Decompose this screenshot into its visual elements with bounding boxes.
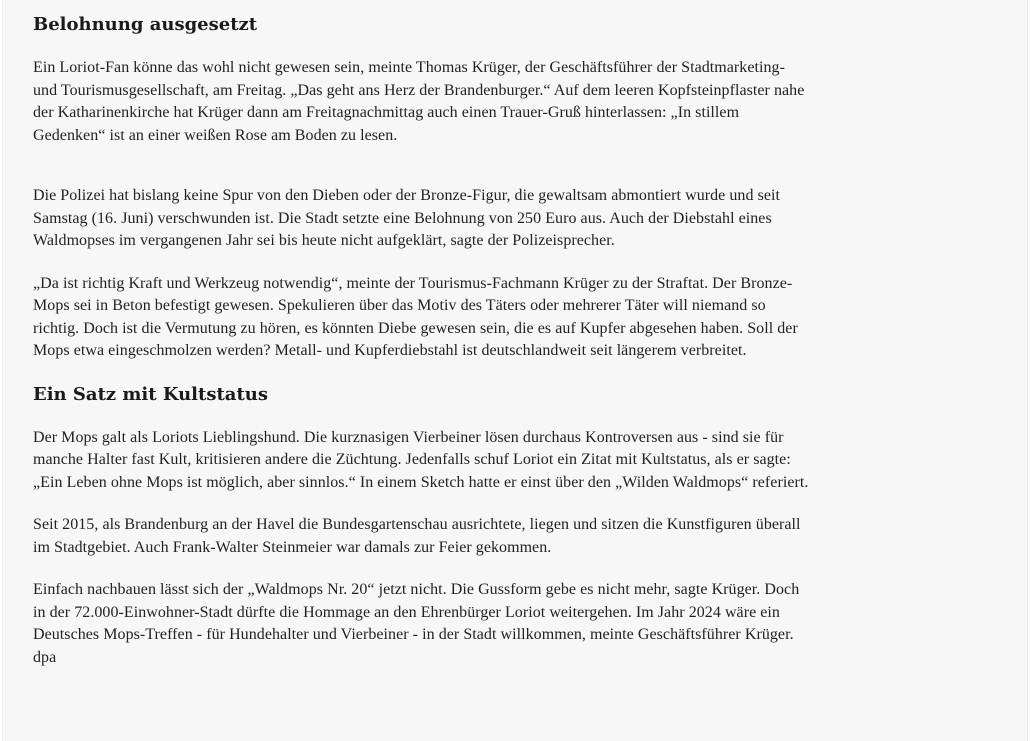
section-heading-cult-status: Ein Satz mit Kultstatus	[33, 383, 268, 405]
article-paragraph: Einfach nachbauen lässt sich der „Waldmops Nr. 20“ jetzt nicht. Die Gussform gebe es nicht mehr, sagte Krüger. Doch in der 72.000-Einwohner-Stadt dürfte die Hommage an den Ehrenbürger Loriot weitergehen. Im Jahr 2024 wäre ein Deutsches Mops-Treffen - für Hundehalter und Vierbeiner - in der Stadt willkommen, meinte Geschäftsführer Krüger. dpa	[33, 581, 800, 666]
article-paragraph: Seit 2015, als Brandenburg an der Havel die Bundesgartenschau ausrichtete, liegen und sitzen die Kunstfiguren überall im Stadtgebiet. Auch Frank-Walter Steinmeier war damals zur Feier gekommen.	[33, 516, 801, 556]
article-paragraph: Die Polizei hat bislang keine Spur von den Dieben oder der Bronze-Figur, die gewaltsam abmontiert wurde und seit Samstag (16. Juni) verschwunden ist. Die Stadt setzte eine Belohnung von 250 Euro aus. Auch der Diebstahl eines Waldmopses im vergangenen Jahr sei bis heute nicht aufgeklärt, sagte der Polizeisprecher.	[33, 187, 780, 249]
article-paragraph: „Da ist richtig Kraft und Werkzeug notwendig“, meinte der Tourismus-Fachmann Krüger zu der Straftat. Der Bronze-Mops sei in Beton befestigt gewesen. Spekulieren über das Motiv des Täters oder mehrerer Täter will niemand so richtig. Doch ist die Vermutung zu hören, es könnten Diebe gewesen sein, die es auf Kupfer abgesehen haben. Soll der Mops etwa eingeschmolzen werden? Metall- und Kupferdiebstahl ist deutschlandweit seit längerem verbreitet.	[33, 274, 798, 359]
section-heading-reward: Belohnung ausgesetzt	[33, 14, 258, 35]
article-page	[2, 0, 1028, 741]
article-paragraph: Ein Loriot-Fan könne das wohl nicht gewesen sein, meinte Thomas Krüger, der Geschäftsführer der Stadtmarketing- und Tourismusgesellschaft, am Freitag. „Das geht ans Herz der Brandenburger.“ Auf dem leeren Kopfsteinpflaster nahe der Katharinenkirche hat Krüger dann am Freitagnachmittag auch einen Trauer-Gruß hinterlassen: „In stillem Gedenken“ ist an einer weißen Rose am Boden zu lesen.	[33, 59, 805, 144]
article-body	[33, 12, 813, 669]
article-paragraph: Der Mops galt als Loriots Lieblingshund. Die kurznasigen Vierbeiner lösen durchaus Kontroversen aus - sind sie für manche Halter fast Kult, kritisieren andere die Züchtung. Jedenfalls schuf Loriot ein Zitat mit Kultstatus, als er sagte: „Ein Leben ohne Mops ist möglich, aber sinnlos.“ In einem Sketch hatte er einst über den „Wilden Waldmops“ referiert.	[33, 428, 809, 491]
